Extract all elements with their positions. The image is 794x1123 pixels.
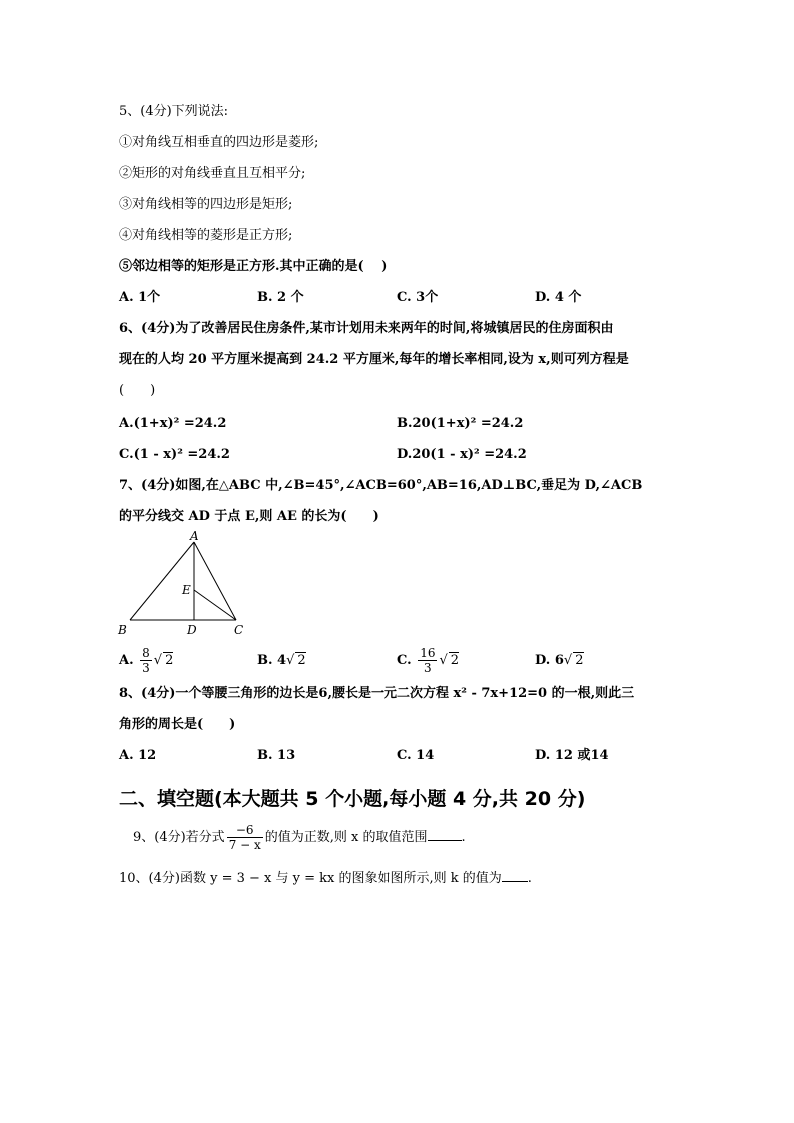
label-a: A	[190, 529, 199, 543]
q7-option-c-letter: C.	[397, 653, 412, 668]
q5-statement-5: ⑤邻边相等的矩形是正方形.其中正确的是( )	[119, 259, 388, 274]
q7-option-d-radicand: 2	[575, 653, 584, 668]
label-d: D	[187, 623, 197, 637]
q10-line: 10、(4分)函数 y = 3 − x 与 y = kx 的图象如图所示,则 k 的值为 .	[119, 871, 532, 886]
q6-line-2: 现在的人均 20 平方厘米提高到 24.2 平方厘米,每年的增长率相同,设为 x,则可列方程是	[119, 352, 629, 367]
q7-option-b-letter: B.	[257, 653, 273, 668]
q7-option-b-radicand: 2	[297, 653, 306, 668]
q9-answer-blank[interactable]	[428, 828, 462, 841]
q10-answer-blank[interactable]	[502, 869, 528, 882]
q5-statement-3: ③对角线相等的四边形是矩形;	[119, 197, 293, 212]
side-ac	[194, 542, 236, 620]
q7-option-b-coef: 4	[277, 653, 287, 668]
q5-option-b: B. 2 个	[257, 290, 304, 305]
q9-fraction	[227, 823, 263, 852]
q9-suffix: 的值为正数,则 x 的取值范围	[264, 830, 428, 845]
label-e: E	[182, 583, 191, 597]
q7-line-1: 7、(4分)如图,在△ABC 中,∠B=45°,∠ACB=60°,AB=16,AD⊥BC,垂足为 D,∠ACB	[119, 478, 643, 493]
q9-prefix: 9、(4分)若分式	[133, 830, 225, 845]
q6-line-1: 6、(4分)为了改善居民住房条件,某市计划用未来两年的时间,将城镇居民的住房面积由	[119, 321, 614, 336]
q8-option-a: A. 12	[119, 748, 157, 763]
q7-option-b: B. 4√ 2	[257, 653, 306, 668]
q5-option-c: C. 3个	[397, 290, 439, 305]
q7-option-a-fraction: $\frac{8}{3}$	[142, 646, 150, 675]
q5-option-a: A. 1个	[119, 290, 161, 305]
q8-option-d: D. 12 或14	[535, 748, 609, 763]
q6-option-b: B.20(1+x)² =24.2	[397, 416, 524, 431]
q6-option-a: A.(1+x)² =24.2	[119, 416, 227, 431]
q10-text: 10、(4分)函数 y = 3 − x 与 y = kx 的图象如图所示,则 k 的值为	[119, 871, 502, 886]
q6-option-d: D.20(1 - x)² =24.2	[397, 447, 527, 462]
q7-option-c-radicand: 2	[450, 653, 460, 668]
q7-option-d-letter: D.	[535, 653, 551, 668]
q5-stem: 5、(4分)下列说法:	[119, 104, 229, 119]
q5-option-d: D. 4 个	[535, 290, 582, 305]
label-b: B	[118, 623, 127, 637]
q5-statement-2: ②矩形的对角线垂直且互相平分;	[119, 166, 306, 181]
side-ab	[130, 542, 194, 620]
section-2-heading: 二、填空题(本大题共 5 个小题,每小题 4 分,共 20 分)	[119, 788, 586, 810]
q9-line: 9、(4分)若分式 $\frac{-6}{7 - x}$ 的值为正数,则 x 的取值范围 .	[133, 823, 466, 852]
q9-numerator: −6	[227, 823, 263, 838]
bisector-ce	[194, 590, 236, 620]
q6-option-c: C.(1 - x)² =24.2	[119, 447, 230, 462]
q8-line-1: 8、(4分)一个等腰三角形的边长是6,腰长是一元二次方程 x² - 7x+12=0 的一根,则此三	[119, 686, 635, 701]
q8-option-c: C. 14	[397, 748, 435, 763]
q8-line-2: 角形的周长是( )	[119, 717, 236, 732]
q7-option-a-letter: A.	[119, 653, 134, 668]
q7-option-a-radicand: 2	[165, 653, 174, 668]
triangle-figure	[112, 528, 252, 640]
q7-line-2: 的平分线交 AD 于点 E,则 AE 的长为( )	[119, 509, 379, 524]
q5-statement-1: ①对角线互相垂直的四边形是菱形;	[119, 135, 319, 150]
q7-option-a: A. $\frac{8}{3}$ √ 2	[119, 646, 174, 675]
q9-denominator: 7 − x	[228, 838, 261, 852]
q6-line-3: ( )	[119, 383, 156, 398]
q7-option-c-fraction: $\frac{16}{3}$	[420, 646, 436, 675]
q7-option-d-coef: 6	[554, 653, 564, 668]
q8-option-b: B. 13	[257, 748, 296, 763]
q5-statement-4: ④对角线相等的菱形是正方形;	[119, 228, 293, 243]
label-c: C	[234, 623, 244, 637]
q7-option-c: C. $\frac{16}{3}$ √ 2	[397, 646, 460, 675]
q7-option-d: D. 6√ 2	[535, 653, 584, 668]
